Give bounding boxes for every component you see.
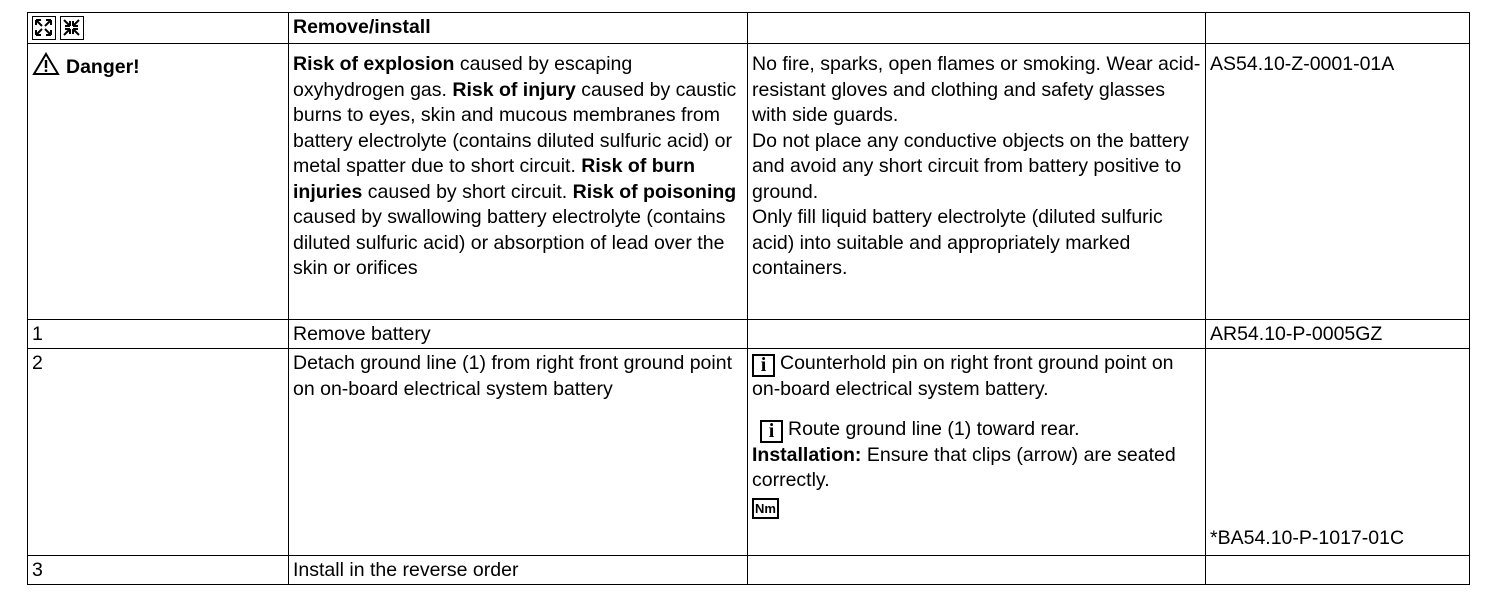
header-row	[28, 13, 1470, 44]
danger-risks-cell	[289, 44, 748, 320]
collapse-icon[interactable]	[60, 16, 84, 40]
risk-poisoning-title: Risk of poisoning	[572, 180, 737, 203]
step-text: Detach ground line (1) from right front ground point on on-board electrical system battery	[289, 349, 748, 556]
step-text: Remove battery	[289, 320, 748, 349]
info-note-1: i Counterhold pin on right front ground point on on-board electrical system battery.	[752, 352, 1174, 400]
step-row-1	[28, 320, 1470, 349]
step-number: 3	[28, 556, 289, 585]
step-notes-cell	[748, 349, 1206, 556]
installation-note: Installation: Ensure that clips (arrow) are seated correctly.	[752, 443, 1176, 491]
step-notes-empty	[748, 320, 1206, 349]
expand-icon[interactable]	[32, 16, 56, 40]
step-number: 1	[28, 320, 289, 349]
danger-reference[interactable]: AS54.10-Z-0001-01A	[1206, 44, 1470, 320]
info-icon: i	[752, 354, 775, 377]
danger-label: Danger!	[66, 56, 140, 78]
step-row-3	[28, 556, 1470, 585]
risk-burn-text: caused by short circuit.	[362, 180, 573, 203]
measure-2: Do not place any conductive objects on the battery and avoid any short circuit from battery positive to ground.	[752, 129, 1189, 203]
info-icon: i	[760, 420, 783, 443]
measure-1: No fire, sparks, open flames or smoking. Wear acid-resistant gloves and clothing and safety glasses with side guards.	[752, 53, 1201, 126]
danger-row	[28, 44, 1470, 320]
risk-injury-text: caused by caustic burns to eyes, skin and mucous membranes from battery electrolyte (contains diluted sulfuric acid) or metal spatter due to short circuit.	[293, 78, 737, 177]
warning-triangle-icon	[32, 52, 60, 84]
info-note-2: i Route ground line (1) toward rear.	[752, 417, 1201, 443]
step-text: Install in the reverse order	[289, 556, 748, 585]
step-row-2	[28, 349, 1470, 556]
step-number: 2	[28, 349, 289, 556]
risk-poisoning-text: caused by swallowing battery electrolyte (contains diluted sulfuric acid) or absorption of lead over the skin or orifices	[293, 206, 726, 279]
risk-injury-title: Risk of injury	[452, 78, 576, 101]
danger-measures-cell	[748, 44, 1206, 320]
header-empty-cell-ref	[1206, 13, 1470, 44]
step-reference[interactable]: AR54.10-P-0005GZ	[1206, 320, 1470, 349]
step-reference-cell	[1206, 349, 1470, 556]
header-title: Remove/install	[289, 13, 748, 44]
risk-explosion-title: Risk of explosion	[293, 53, 455, 75]
header-icons-cell	[28, 13, 289, 44]
step-notes-empty	[748, 556, 1206, 585]
step-reference[interactable]: *BA54.10-P-1017-01C	[1210, 526, 1405, 549]
header-empty-cell	[748, 13, 1206, 44]
risk-explosion-text: caused by escaping oxyhydrogen gas.	[293, 53, 633, 101]
step-reference-empty	[1206, 556, 1470, 585]
procedure-table	[27, 12, 1470, 585]
measure-3: Only fill liquid battery electrolyte (diluted sulfuric acid) into suitable and appropriately marked containers.	[752, 206, 1163, 279]
danger-label-cell	[28, 44, 289, 320]
installation-label: Installation:	[752, 443, 862, 466]
risk-burn-title: Risk of burn injuries	[293, 155, 696, 203]
torque-nm-icon[interactable]: Nm	[752, 498, 779, 519]
